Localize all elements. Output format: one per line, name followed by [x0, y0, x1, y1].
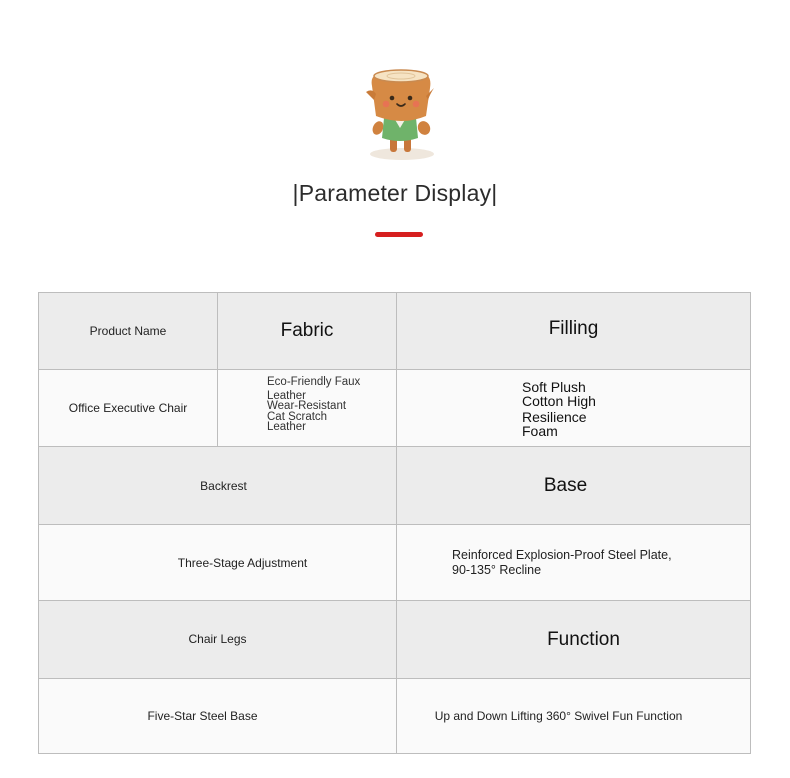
backrest-label: Backrest	[200, 478, 247, 493]
fabric-value-cell	[217, 370, 396, 446]
value-cell	[39, 525, 396, 600]
table-row	[39, 525, 750, 601]
label-cell	[39, 601, 396, 678]
product-name-value: Office Executive Chair	[68, 401, 188, 415]
table-row	[39, 370, 750, 447]
value-cell	[39, 370, 217, 446]
chair-legs-label: Chair Legs	[188, 631, 247, 646]
table-row	[39, 601, 750, 679]
fabric-value	[267, 377, 360, 432]
base-value	[452, 548, 672, 578]
tree-stump-mascot-icon	[364, 66, 436, 162]
label-cell	[39, 293, 217, 369]
filling-heading: Filling	[548, 318, 599, 339]
backrest-value: Three-Stage Adjustment	[177, 555, 308, 570]
filling-value-cell	[396, 370, 750, 446]
base-line: Reinforced Explosion-Proof Steel Plate,	[452, 547, 672, 562]
fabric-line: Eco-Friendly Faux	[267, 376, 361, 388]
filling-line: Foam	[522, 423, 558, 439]
filling-line: Soft Plush	[522, 379, 586, 395]
parameter-table	[38, 292, 751, 754]
chair-legs-value: Five-Star Steel Base	[147, 709, 258, 723]
base-line: 90-135° Recline	[452, 562, 542, 577]
function-heading: Function	[547, 628, 620, 650]
base-heading: Base	[543, 474, 588, 496]
function-value-cell	[396, 679, 750, 753]
filling-value	[522, 380, 596, 438]
base-value-cell	[396, 525, 750, 600]
header-cell	[396, 601, 750, 678]
fabric-heading: Fabric	[280, 320, 334, 341]
table-row	[39, 679, 750, 753]
fabric-line: Leather	[267, 421, 307, 433]
title-underline	[375, 232, 423, 237]
header-cell	[217, 293, 396, 369]
header-cell	[396, 293, 750, 369]
fabric-line: Leather	[267, 390, 307, 402]
table-row	[39, 293, 750, 370]
label-cell	[39, 447, 396, 524]
header-cell	[396, 447, 750, 524]
product-name-label: Product Name	[89, 324, 167, 338]
fabric-line: Cat Scratch	[267, 411, 328, 423]
fabric-line: Wear-Resistant	[267, 400, 347, 412]
filling-line: Resilience	[522, 409, 587, 425]
table-row	[39, 447, 750, 525]
page-title: |Parameter Display|	[292, 180, 498, 206]
value-cell	[39, 679, 396, 753]
filling-line: Cotton High	[522, 393, 596, 409]
function-value: Up and Down Lifting 360° Swivel Fun Function	[434, 709, 683, 723]
